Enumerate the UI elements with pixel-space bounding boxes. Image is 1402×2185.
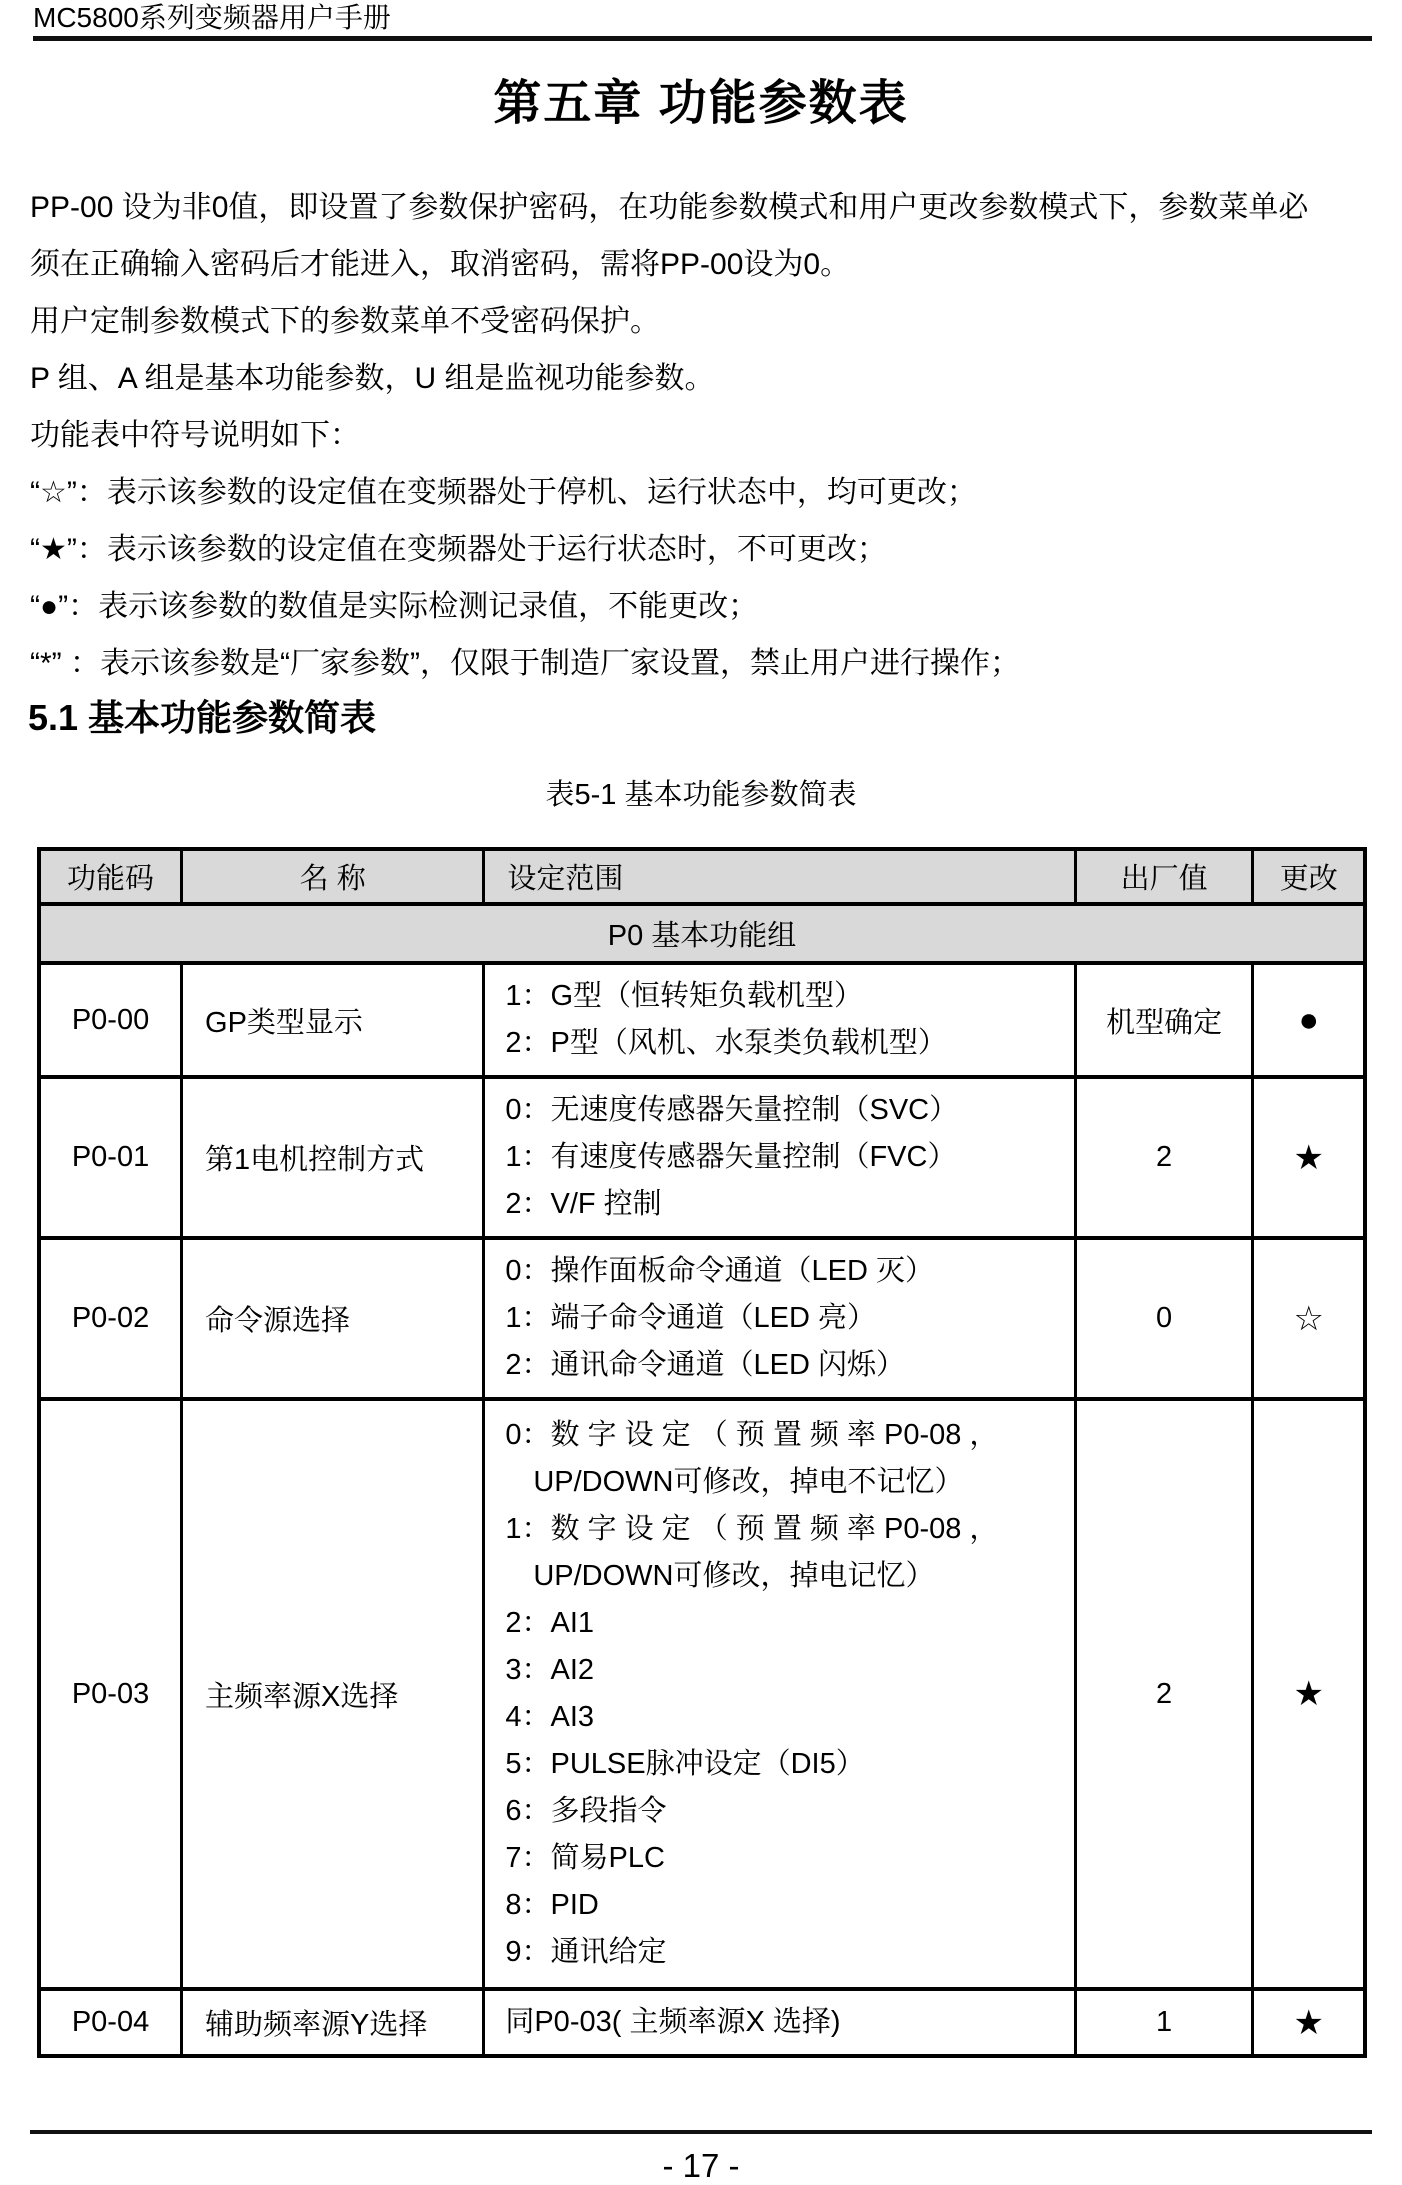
param-code: P0-03 — [39, 1399, 182, 1989]
table-row — [39, 1238, 1365, 1399]
table-row — [39, 963, 1365, 1077]
param-table-body — [39, 963, 1365, 2056]
chapter-title: 第五章 功能参数表 — [493, 77, 909, 130]
param-range — [484, 963, 1075, 1077]
param-change-flag: ★ — [1253, 1989, 1365, 2056]
group-header-row — [39, 904, 1365, 963]
param-code: P0-01 — [39, 1077, 182, 1238]
group-title: P0 基本功能组 — [39, 904, 1365, 963]
range-option: UP/DOWN可修改，掉电不记忆） — [533, 1466, 964, 1498]
paragraph-line: 须在正确输入密码后才能进入，取消密码，需将PP-00设为0。 — [30, 248, 851, 281]
table-row — [39, 1399, 1365, 1989]
paragraph-line: P 组、A 组是基本功能参数，U 组是监视功能参数。 — [30, 362, 715, 395]
range-option: 6：多段指令 — [505, 1795, 667, 1827]
range-option: 0：无速度传感器矢量控制（SVC） — [505, 1094, 959, 1126]
section-heading: 5.1 基本功能参数简表 — [28, 697, 377, 738]
table-caption: 表5-1 基本功能参数简表 — [545, 779, 857, 811]
range-option: 9：通讯给定 — [505, 1936, 667, 1968]
param-change-flag: ☆ — [1253, 1238, 1365, 1399]
footer-rule — [30, 2130, 1372, 2134]
range-option: 4：AI3 — [505, 1701, 595, 1733]
param-range — [484, 1238, 1075, 1399]
param-default: 0 — [1075, 1238, 1253, 1399]
header-rule — [33, 36, 1372, 41]
param-default: 2 — [1075, 1077, 1253, 1238]
param-code: P0-02 — [39, 1238, 182, 1399]
param-default: 2 — [1075, 1399, 1253, 1989]
paragraph-line: 功能表中符号说明如下： — [30, 419, 360, 452]
range-option: 同P0-03( 主频率源X 选择) — [505, 2006, 841, 2038]
document-header: MC5800系列变频器用户手册 — [33, 2, 391, 33]
range-option: UP/DOWN可修改，掉电记忆） — [533, 1560, 935, 1592]
range-option: 1：数 字 设 定 （ 预 置 频 率 P0-08 ， — [505, 1513, 999, 1545]
param-name: 主频率源X选择 — [182, 1399, 484, 1989]
column-header-range: 设定范围 — [484, 849, 1075, 904]
page-number: - 17 - — [662, 2147, 740, 2184]
param-range — [484, 1399, 1075, 1989]
range-option: 2：V/F 控制 — [505, 1188, 662, 1220]
table-row — [39, 1989, 1365, 2056]
table-row — [39, 1077, 1365, 1238]
param-name: GP类型显示 — [182, 963, 484, 1077]
symbol-note-readonly: “●”：表示该参数的数值是实际检测记录值，不能更改； — [30, 590, 759, 623]
symbol-note-run-locked: “★”：表示该参数的设定值在变频器处于运行状态时，不可更改； — [30, 533, 887, 566]
param-code: P0-00 — [39, 963, 182, 1077]
range-option: 0：数 字 设 定 （ 预 置 频 率 P0-08 ， — [505, 1419, 999, 1451]
param-change-flag: ● — [1253, 963, 1365, 1077]
range-option: 5：PULSE脉冲设定（DI5） — [505, 1748, 865, 1780]
symbol-note-factory: “*” ：表示该参数是“厂家参数”，仅限于制造厂家设置，禁止用户进行操作； — [30, 647, 1020, 680]
range-option: 1：G型（恒转矩负载机型） — [505, 980, 864, 1012]
symbol-note-stop-run: “☆”：表示该参数的设定值在变频器处于停机、运行状态中，均可更改； — [30, 476, 977, 509]
column-header-change: 更改 — [1253, 849, 1365, 904]
table-header-row — [39, 849, 1365, 904]
range-option: 1：有速度传感器矢量控制（FVC） — [505, 1141, 957, 1173]
column-header-code: 功能码 — [39, 849, 182, 904]
paragraph-line: 用户定制参数模式下的参数菜单不受密码保护。 — [30, 305, 660, 338]
parameter-table — [37, 847, 1367, 2058]
range-option: 2：通讯命令通道（LED 闪烁） — [505, 1349, 905, 1381]
intro-paragraphs — [30, 179, 1372, 692]
param-name: 第1电机控制方式 — [182, 1077, 484, 1238]
param-range — [484, 1989, 1075, 2056]
range-option: 7：简易PLC — [505, 1842, 665, 1874]
range-option: 2：AI1 — [505, 1607, 595, 1639]
param-change-flag: ★ — [1253, 1399, 1365, 1989]
column-header-default: 出厂值 — [1075, 849, 1253, 904]
range-option: 1：端子命令通道（LED 亮） — [505, 1302, 876, 1334]
param-range — [484, 1077, 1075, 1238]
range-option: 0：操作面板命令通道（LED 灭） — [505, 1255, 934, 1287]
param-code: P0-04 — [39, 1989, 182, 2056]
param-name: 命令源选择 — [182, 1238, 484, 1399]
param-default: 机型确定 — [1075, 963, 1253, 1077]
column-header-name: 名 称 — [182, 849, 484, 904]
param-change-flag: ★ — [1253, 1077, 1365, 1238]
range-option: 2：P型（风机、水泵类负载机型） — [505, 1027, 947, 1059]
range-option: 8：PID — [505, 1889, 599, 1921]
param-default: 1 — [1075, 1989, 1253, 2056]
paragraph-line: PP-00 设为非0值，即设置了参数保护密码，在功能参数模式和用户更改参数模式下，参数菜单必 — [30, 191, 1309, 224]
param-name: 辅助频率源Y选择 — [182, 1989, 484, 2056]
range-option: 3：AI2 — [505, 1654, 595, 1686]
